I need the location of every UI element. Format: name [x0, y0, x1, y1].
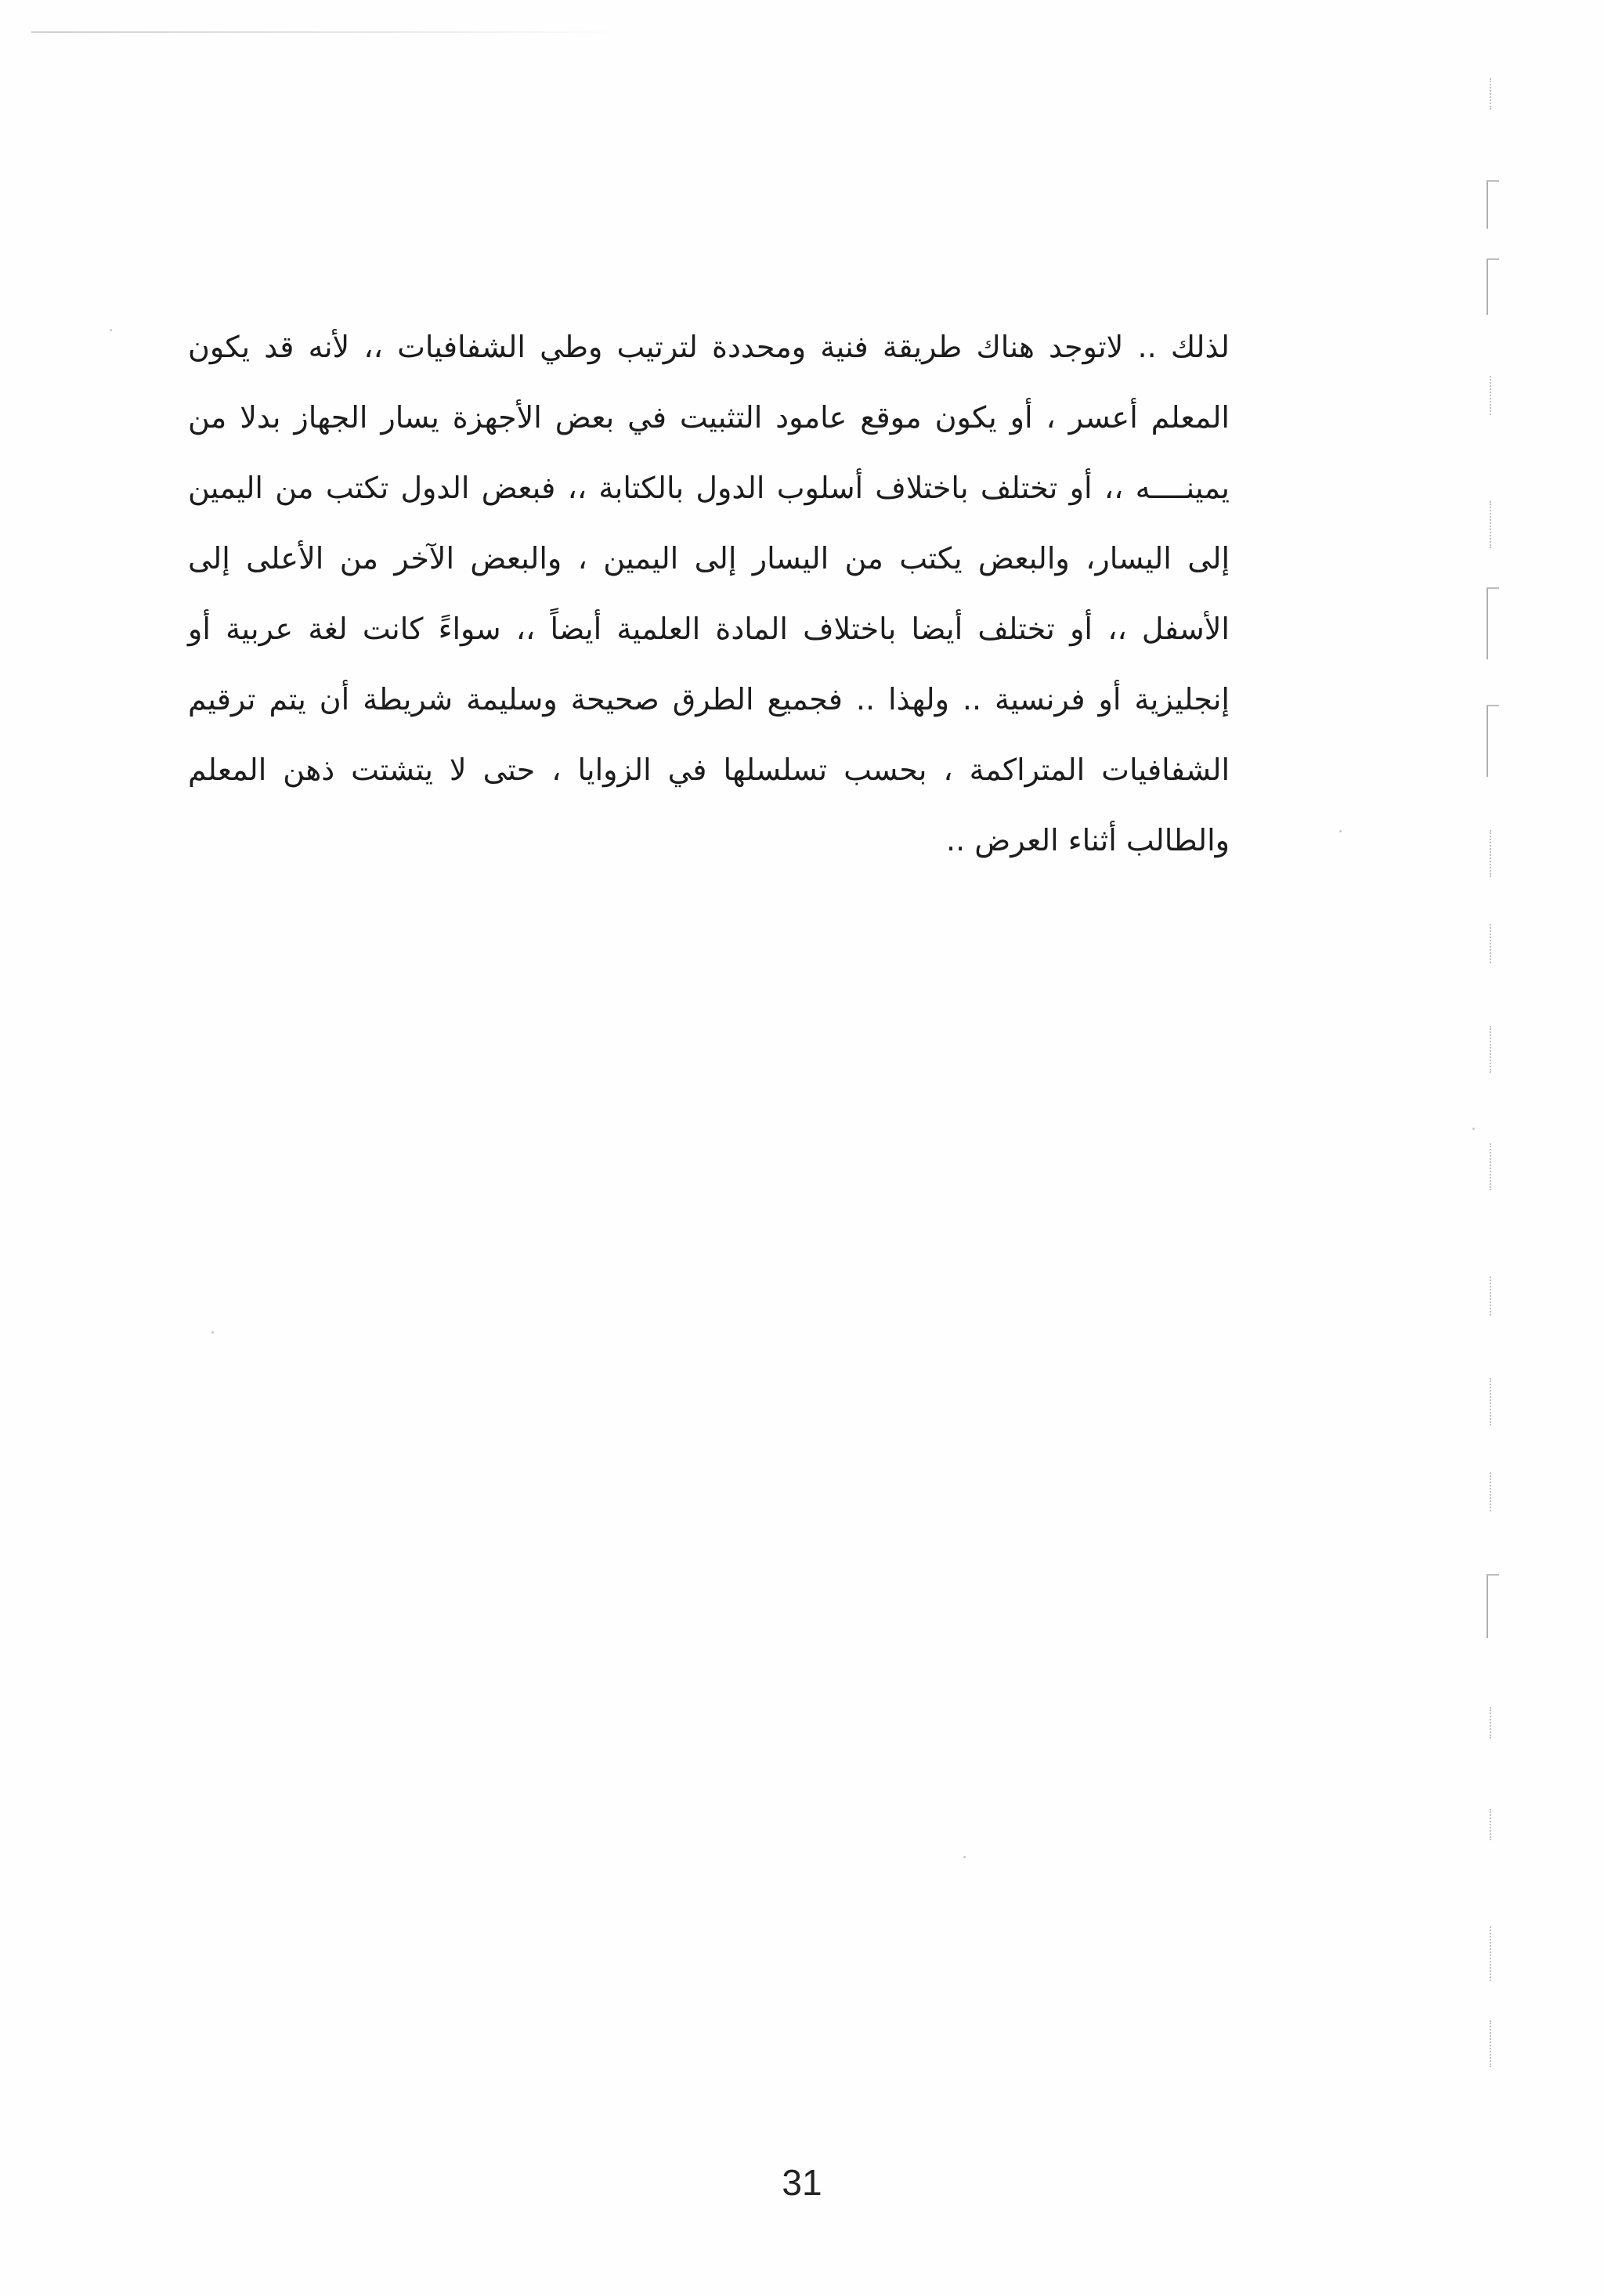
scan-artifact-line [31, 31, 627, 33]
body-paragraph: لذلك .. لاتوجد هناك طريقة فنية ومحددة لترتيب وطي الشفافيات ،، لأنه قد يكون المعلم أعسر ، أو يكون موقع عامود التثبيت في بعض الأجهزة يسار الجهاز بدلا من يمينــــه ،، أو تختلف باختلاف أسلوب الدول بالكتابة ،، فبعض الدول تكتب من اليمين إلى اليسار، والبعض يكتب من اليسار إلى اليمين ، والبعض الآخر من الأعلى إلى الأسفل ،، أو تختلف أيضا باختلاف المادة العلمية أيضاً ،، سواءً كانت لغة عربية أو إنجليزية أو فرنسية .. ولهذا .. فجميع الطرق صحيحة وسليمة شريطة أن يتم ترقيم الشفافيات المتراكمة ، بحسب تسلسلها في الزوايا ، حتى لا يتشتت ذهن المعلم والطالب أثناء العرض .. [188, 330, 1230, 857]
binding-tick [1490, 1276, 1491, 1316]
binding-tick [1490, 2020, 1491, 2067]
page-number: 31 [782, 2162, 822, 2203]
binding-mark [1487, 180, 1499, 229]
binding-mark [1487, 587, 1499, 659]
binding-tick [1490, 1926, 1491, 1981]
scan-speck [1339, 830, 1342, 832]
binding-tick [1490, 1143, 1491, 1190]
binding-mark [1487, 258, 1499, 315]
binding-tick [1490, 1707, 1491, 1738]
binding-edge-marks [1487, 63, 1518, 2099]
binding-mark [1487, 705, 1499, 777]
scan-speck [1472, 1128, 1475, 1130]
binding-tick [1490, 1472, 1491, 1511]
scan-speck [211, 1331, 214, 1334]
binding-tick [1490, 924, 1491, 963]
binding-tick [1490, 1809, 1491, 1840]
binding-mark [1487, 1574, 1499, 1638]
binding-tick [1490, 1378, 1491, 1425]
binding-tick [1490, 1026, 1491, 1073]
scan-speck [963, 1856, 966, 1858]
binding-tick [1490, 376, 1491, 415]
binding-tick [1490, 830, 1491, 877]
scan-speck [110, 329, 112, 331]
binding-tick [1490, 501, 1491, 548]
binding-tick [1490, 78, 1491, 110]
